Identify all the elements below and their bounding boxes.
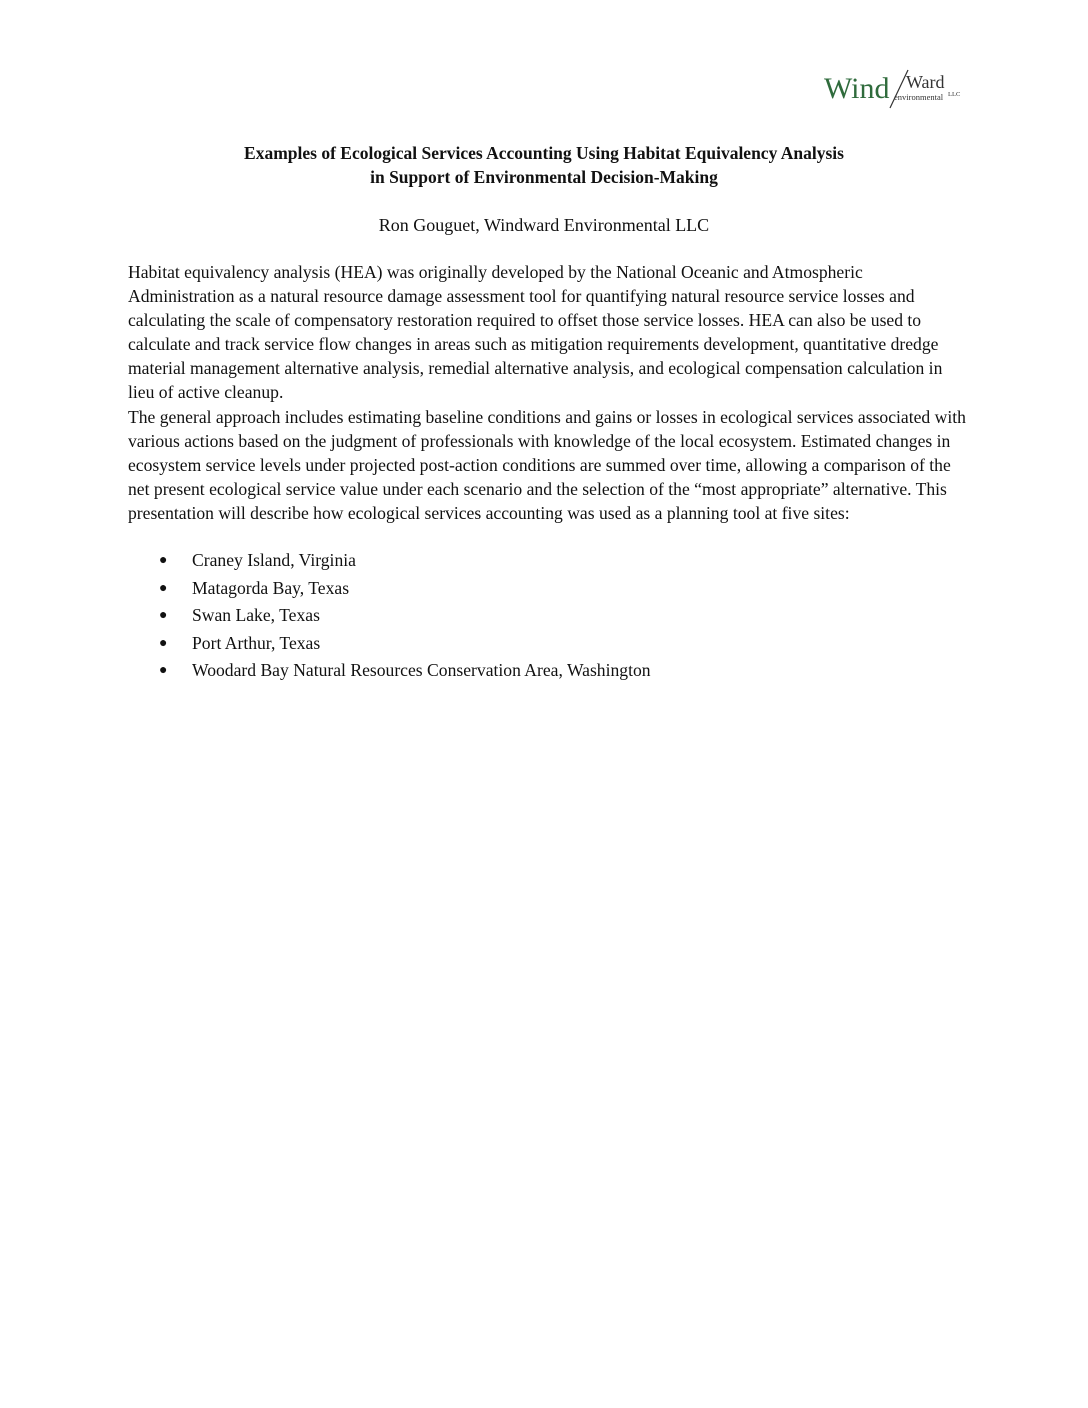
site-name: Craney Island, Virginia: [192, 550, 356, 570]
list-item: [128, 630, 960, 658]
list-item: [128, 547, 960, 575]
document-title: [128, 141, 960, 189]
logo-word-ward: Ward: [906, 72, 945, 92]
site-name: Port Arthur, Texas: [192, 632, 321, 653]
bullet-icon: ●: [159, 635, 168, 651]
list-item: [128, 657, 960, 685]
logo-sub: environmental: [894, 92, 944, 102]
title-line-1: Examples of Ecological Services Accounting Using Habitat Equivalency Analysis: [244, 143, 844, 163]
bullet-icon: ●: [159, 663, 168, 679]
list-item: [128, 575, 960, 603]
site-name: Matagorda Bay, Texas: [192, 577, 350, 598]
title-line-2: in Support of Environmental Decision-Making: [370, 167, 718, 187]
paragraph: Habitat equivalency analysis (HEA) was originally developed by the National Oceanic and Atmospheric Administration as a natural resource damage assessment tool for quantifying natural resource service losses and calculating the scale of compensatory restoration required to offset those service losses. HEA can also be used to calculate and track service flow changes in areas such as mitigation requirements development, quantitative dredge material management alternative analysis, remedial alternative analysis, and ecological compensation calculation in lieu of active cleanup.: [128, 262, 943, 403]
site-name: Swan Lake, Texas: [192, 605, 320, 626]
logo-suffix: LLC: [948, 91, 961, 98]
site-name: Woodard Bay Natural Resources Conservation Area, Washington: [192, 660, 651, 681]
abstract-body: [128, 260, 970, 525]
bullet-icon: ●: [159, 553, 168, 568]
bullet-icon: ●: [159, 608, 168, 624]
paragraph: The general approach includes estimating baseline conditions and gains or losses in ecological services associated with various actions based on the judgment of professionals with knowledge of the local ecosystem. Estimated changes in ecosystem service levels under projected post-action conditions are summed over time, allowing a comparison of the net present ecological service value under each scenario and the selection of the “most appropriate” alternative. This presentation will describe how ecological services accounting was used as a planning tool at five sites:: [128, 406, 966, 523]
author-line: Ron Gouguet, Windward Environmental LLC: [378, 215, 710, 235]
bullet-icon: ●: [159, 580, 168, 596]
sites-list: [128, 547, 960, 685]
list-item: [128, 602, 960, 630]
windward-logo: [820, 64, 970, 112]
logo-word-wind: Wind: [824, 72, 890, 105]
